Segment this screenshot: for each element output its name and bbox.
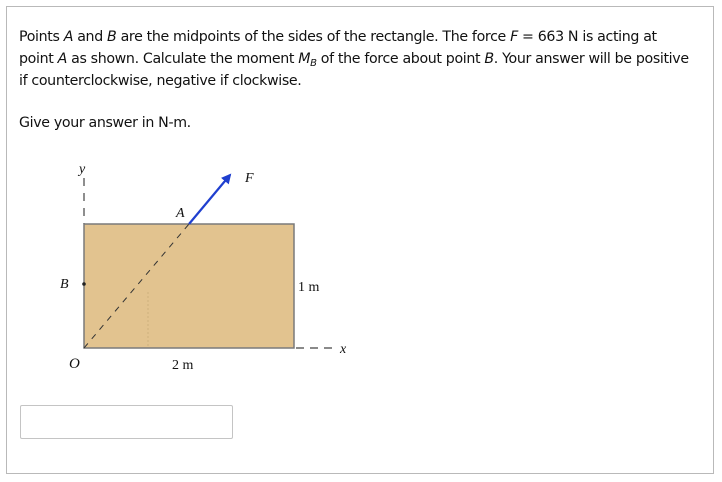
force-label: F: [245, 171, 254, 186]
answer-units-prompt: Give your answer in N-m.: [19, 115, 191, 131]
force-arrow: [189, 175, 230, 224]
rectangle: [84, 224, 294, 348]
width-dimension-label: 2 m: [172, 358, 194, 373]
height-dimension-label: 1 m: [298, 280, 320, 295]
point-b-marker: [82, 282, 86, 286]
x-axis-label: x: [340, 342, 347, 357]
problem-statement: Points A and B are the midpoints of the sides of the rectangle. The force F = 663 N is acting at point A as shown. Calculate the moment $M_B$ of the force about point B. Your answer will be positive if counterclockwise, negative if clockwise.: [19, 29, 689, 89]
point-a-label: A: [176, 206, 185, 221]
y-axis-label: y: [79, 162, 86, 177]
origin-label: O: [69, 356, 80, 372]
point-b-label: B: [60, 277, 69, 292]
answer-input[interactable]: [20, 405, 233, 439]
